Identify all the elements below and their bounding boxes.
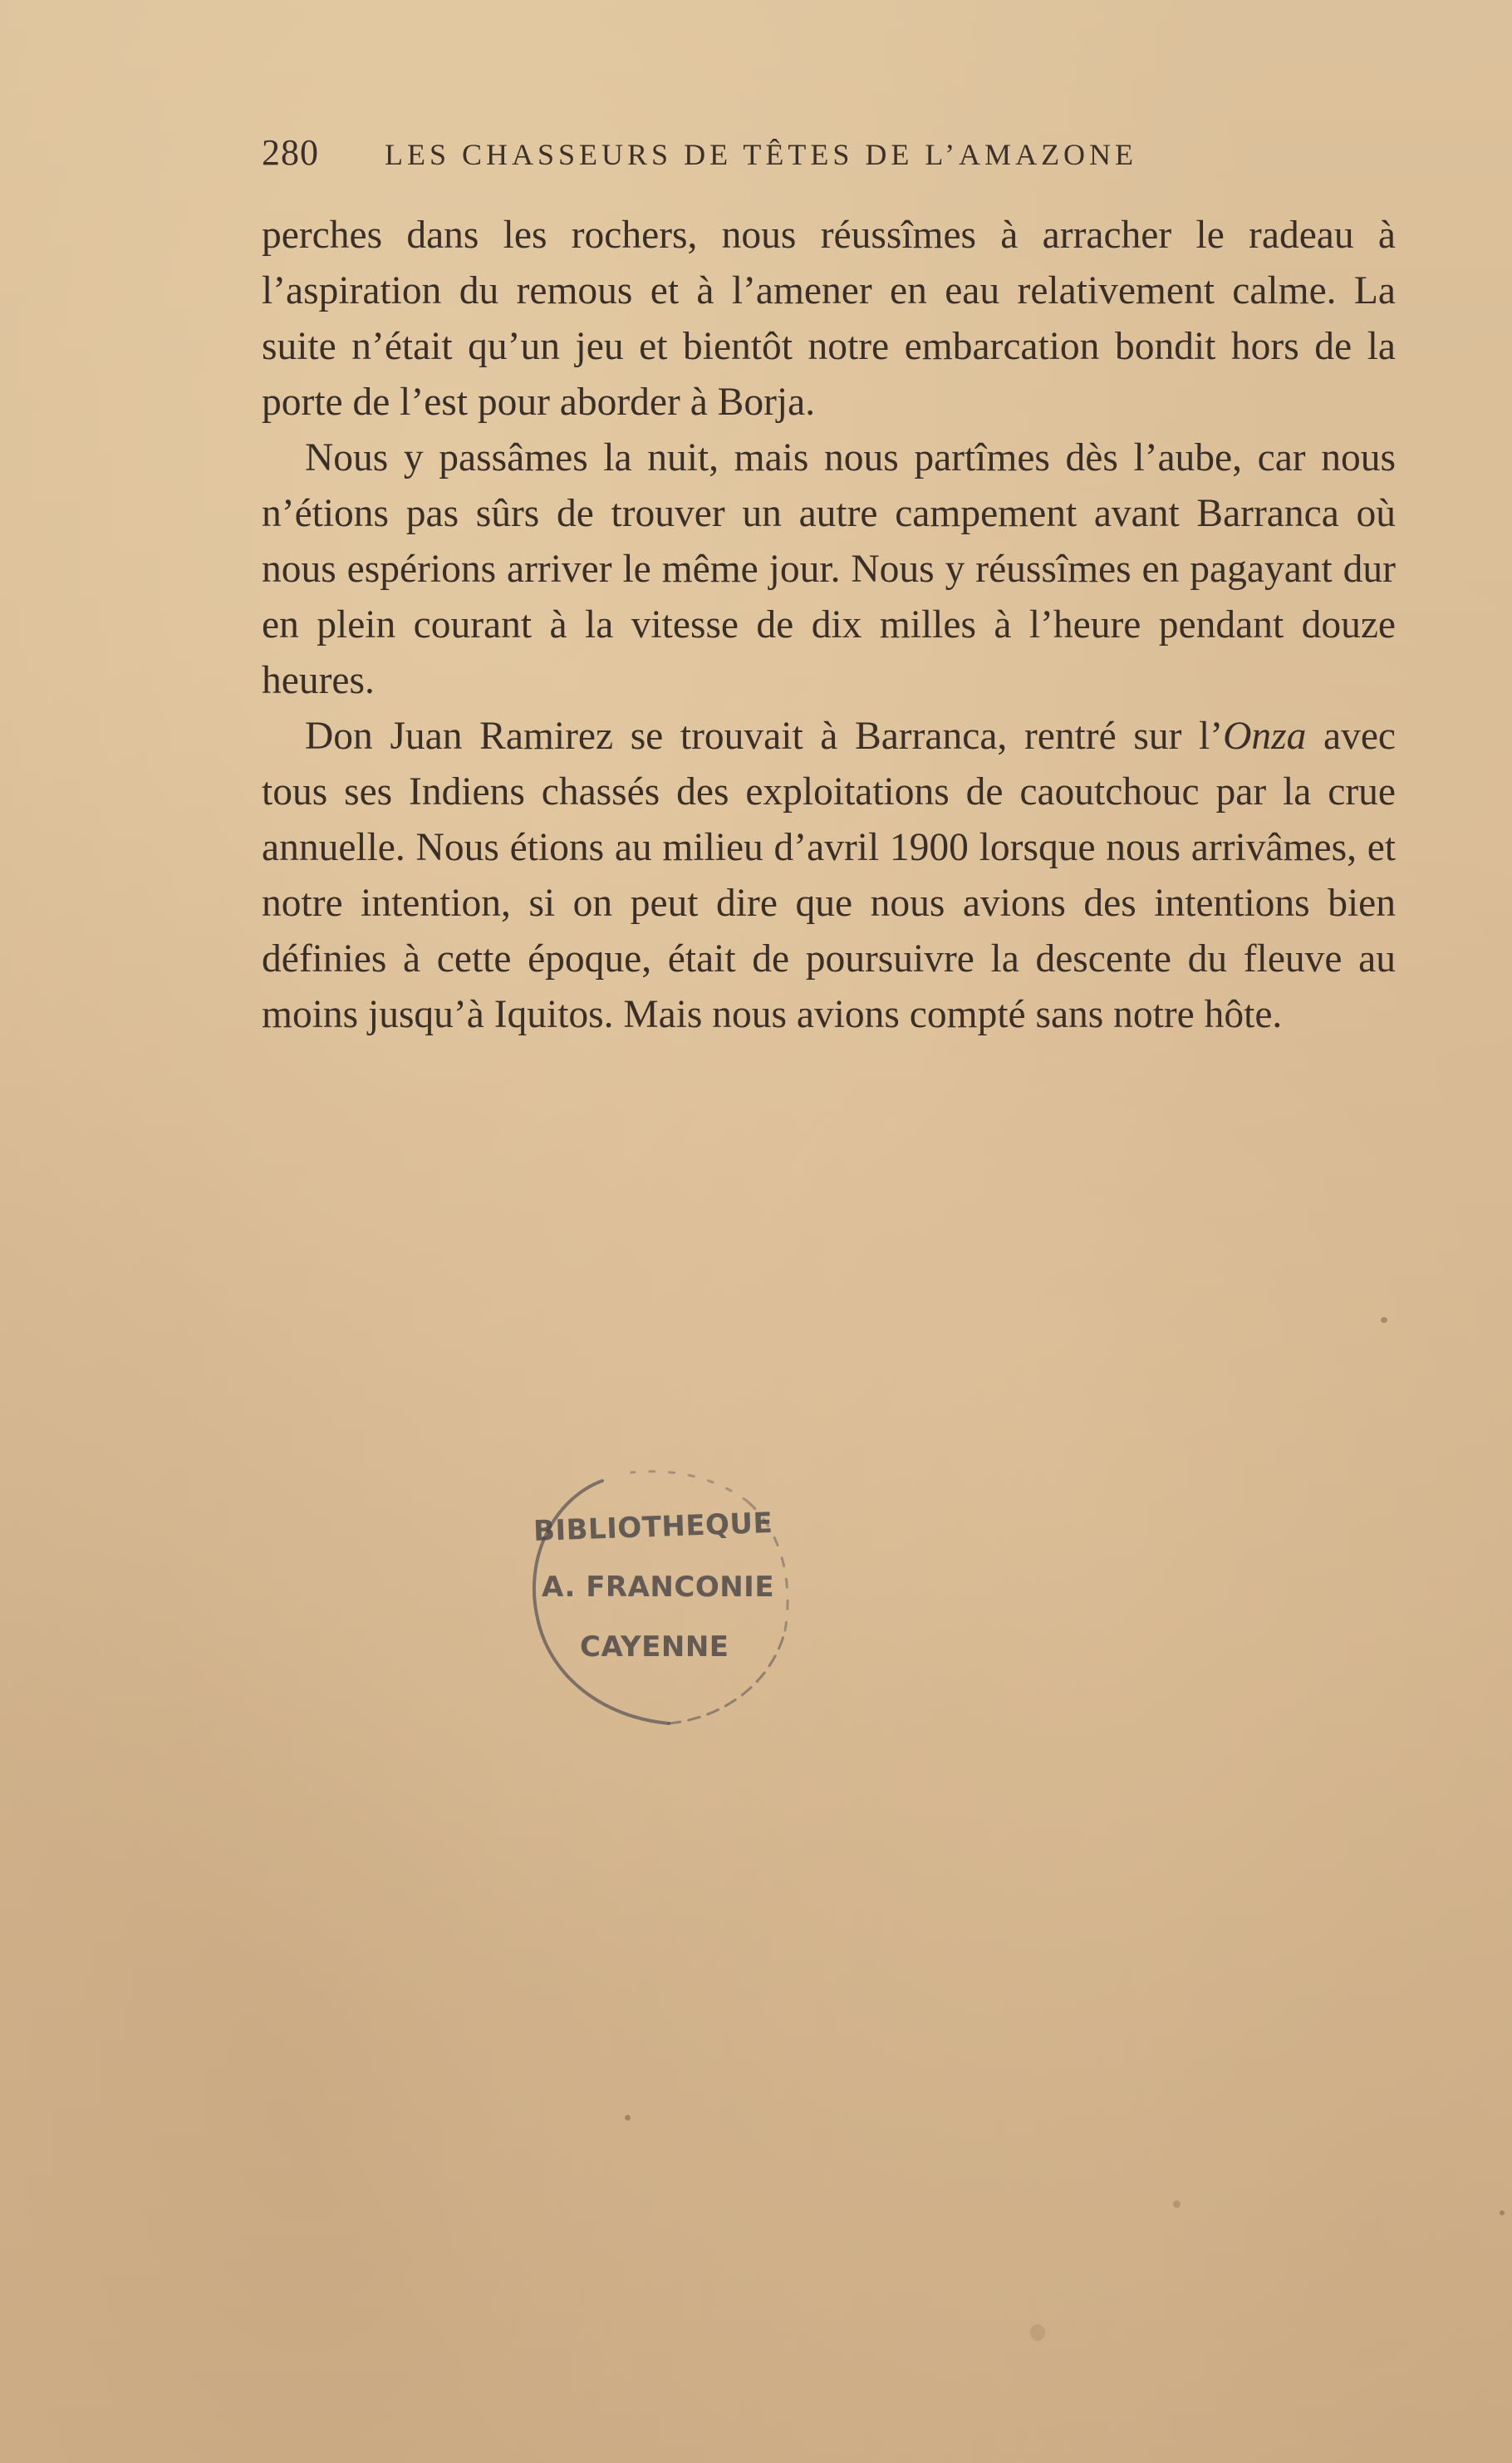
running-head [262,131,1392,178]
library-stamp [507,1464,822,1747]
running-title: LES CHASSEURS DE TÊTES DE L’AMAZONE [385,138,1138,171]
stamp-circle-icon [507,1464,822,1747]
page-number: 280 [262,132,319,173]
paragraph-2: Nous y passâmes la nuit, mais nous partîmes dès l’aube, car nous n’étions pas sûrs de trouver un autre campement avant Barranca où nous espérions arriver le même jour. Nous y réussîmes en pagayant dur en plein courant à la vitesse de dix milles à l’heure pendant douze heures. [262,436,1396,702]
paper-speck [1381,1317,1387,1323]
paragraph-3-start: Don Juan Ramirez se trouvait à Barranca, rentré sur l’ [305,715,1224,758]
body-text [262,208,1396,1043]
paper-speck [1030,2324,1045,2341]
paper-speck [625,2115,631,2121]
paragraph-3 [262,709,1396,1043]
paper-speck [1500,2210,1505,2215]
stamp-line-owner: A. FRANCONIE [542,1571,775,1604]
stamp-line-library: BIBLIOTHEQUE [533,1506,773,1549]
paper-speck [1173,2200,1181,2208]
paragraph-3-end: avec tous ses Indiens chassés des exploitations de caoutchouc par la crue annuelle. Nous étions au milieu d’avril 1900 lorsque nous arrivâmes, et notre intention, si on peut dire que nous avions des intentions bien définies à cette époque, était de poursuivre la descente du fleuve au moins jusqu’à Iquitos. Mais nous avions compté sans notre hôte. [262,715,1397,1036]
ship-name-onza: Onza [1223,715,1307,758]
stamp-line-city: CAYENNE [580,1630,729,1664]
paragraph-1: perches dans les rochers, nous réussîmes à arracher le radeau à l’aspiration du remous et à l’amener en eau relativement calme. La suite n’était qu’un jeu et bientôt notre embarcation bondit hors de la porte de l’est pour aborder à Borja. [262,214,1396,424]
